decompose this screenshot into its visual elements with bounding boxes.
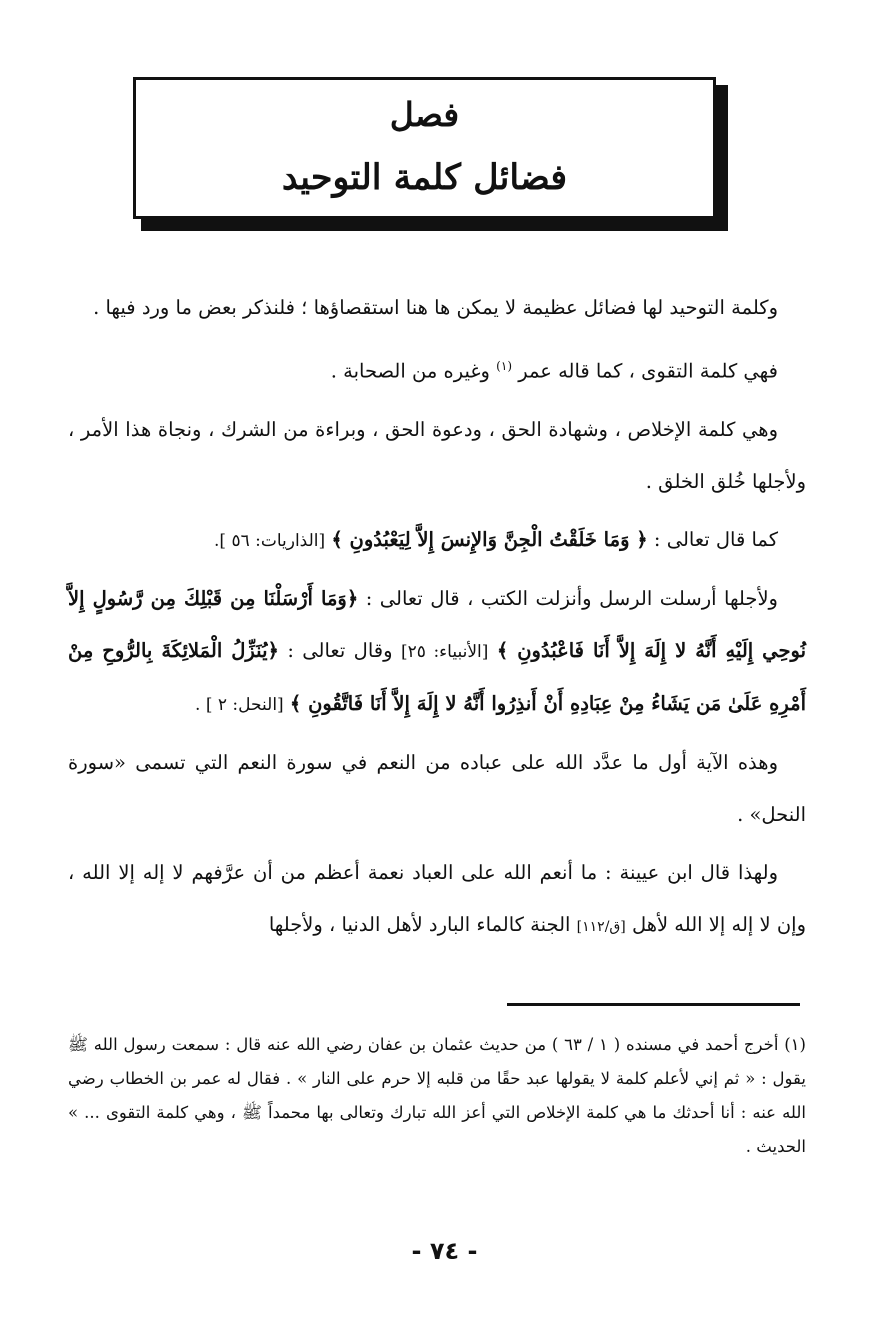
section-title: فضائل كلمة التوحيد [281,157,568,198]
paragraph-1: وكلمة التوحيد لها فضائل عظيمة لا يمكن ها هنا استقصاؤها ؛ فلنذكر بعض ما ورد فيها . [93,296,778,319]
verse-reference-nahl: [النحل: ٢ ] . [195,694,284,715]
body-text [68,282,806,959]
paragraph-7-text-b: الجنة كالماء البارد لأهل الدنيا ، ولأجلها [268,912,571,936]
manuscript-marker: [ق/١١٢] [576,918,626,935]
quran-verse-nahl: ﴿يُنَزِّلُ الْمَلائِكَةَ بِالرُّوحِ مِنْ أَمْرِهِ عَلَىٰ مَن يَشَاءُ مِنْ عِبَادِهِ أَنْ أَنذِرُوا أَنَّهُ لا إِلَهَ إِلاَّ أَنَا فَاتَّقُونِ ﴾ [68,638,806,715]
paragraph-5-mid: وقال تعالى : [287,638,393,662]
paragraph-7-text-a: ولهذا قال ابن عيينة : ما أنعم الله على العباد نعمة أعظم من أن عرَّفهم لا إله إلا الله ، وإن لا إله إلا الله لأهل [68,860,806,936]
quran-verse-anbiya: ﴿وَمَا أَرْسَلْنَا مِن قَبْلِكَ مِن رَّسُولٍ إِلاَّ نُوحِي إِلَيْهِ أَنَّهُ لا إِلَهَ إِلاَّ أَنَا فَاعْبُدُونِ ﴾ [68,586,806,662]
verse-reference-dhariyat: [الذاريات: ٥٦ ]. [213,530,326,551]
paragraph-2-text-a: فهي كلمة التقوى ، كما قاله عمر [518,359,778,383]
footnotes [68,1028,806,1164]
footnote-marker-1[interactable]: (١) [496,359,512,373]
paragraph-5-intro: ولأجلها أرسلت الرسل وأنزلت الكتب ، قال تعالى : [365,586,778,610]
paragraph-2 [68,340,806,398]
section-label: فصل [389,95,460,134]
paragraph-2-text-b: وغيره من الصحابة . [330,359,490,383]
quran-verse-dhariyat: ﴿ وَمَا خَلَقْتُ الْجِنَّ وَالإِنسَ إِلاَّ لِيَعْبُدُونِ ﴾ [331,527,648,551]
paragraph-7 [68,847,806,953]
paragraph-5 [68,573,806,731]
footnote-1: (١) أخرج أحمد في مسنده ( ١ / ٦٣ ) من حديث عثمان بن عفان رضي الله عنه قال : سمعت رسول الله ﷺ يقول : « ثم إني لأعلم كلمة لا يقولها عبد حقًا من قلبه إلا حرم على النار » . فقال له عمر بن الخطاب رضي الله عنه : أنا أحدثك ما هي كلمة الإخلاص التي أعز الله تبارك وتعالى بها محمداً ﷺ ، وهي كلمة التقوى ... » الحديث . [68,1035,806,1156]
paragraph-6: وهذه الآية أول ما عدَّد الله على عباده من النعم في سورة النعم التي تسمى «سورة النحل» . [68,750,806,826]
title-box [133,77,716,219]
paragraph-3: وهي كلمة الإخلاص ، وشهادة الحق ، ودعوة الحق ، وبراءة من الشرك ، ونجاة هذا الأمر ، ولأجلها خُلق الخلق . [68,417,806,493]
paragraph-4-intro: كما قال تعالى : [653,527,778,551]
paragraph-4 [68,514,806,567]
verse-reference-anbiya: [الأنبياء: ٢٥] [400,641,489,662]
page-number: - ٧٤ - [411,1237,478,1265]
footnote-separator [507,1003,800,1006]
